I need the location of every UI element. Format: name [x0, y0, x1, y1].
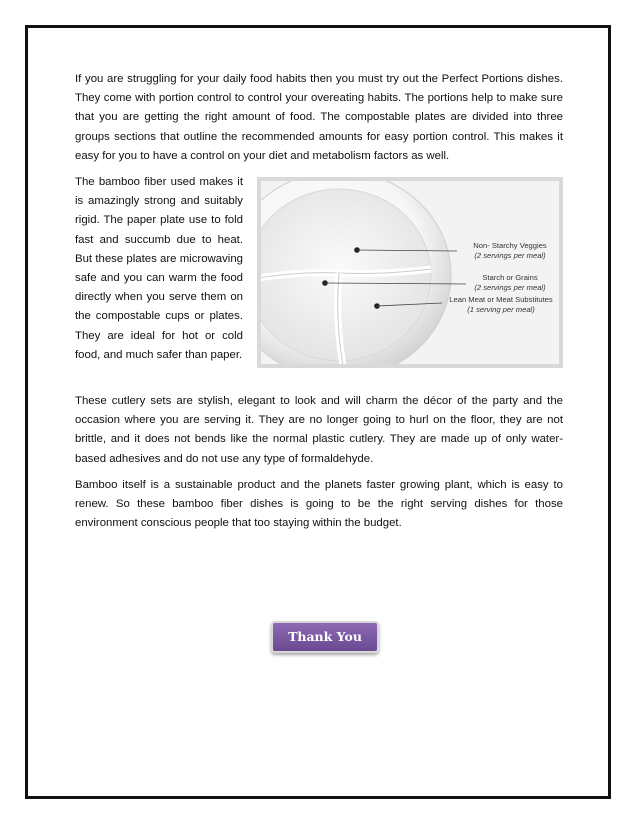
- meat-servings-label: (1 serving per meal): [467, 305, 535, 315]
- sustainable-paragraph: Bamboo itself is a sustainable product and the planets faster growing plant, which is easy to renew. So these bamboo fiber dishes is going to be the right serving dishes for those environment conscious people that too staying within the budget.: [75, 478, 563, 530]
- cutlery-paragraph: These cutlery sets are stylish, elegant to look and will charm the décor of the party and the occasion where you are serving it. They are no longer going to hurl on the floor, they are not brittle, and it does not bends like the normal plastic cutlery. They are made up of only water-based adhesives and do not use any type of formaldehyde.: [75, 395, 563, 465]
- document-body: [75, 70, 563, 540]
- thank-you-button[interactable]: Thank You: [271, 621, 379, 653]
- bamboo-section: [75, 173, 563, 386]
- starch-label: Starch or Grains: [482, 273, 538, 283]
- meat-label: Lean Meat or Meat Substitutes: [449, 295, 553, 305]
- thank-you-banner: [271, 621, 381, 657]
- starch-servings-label: (2 servings per meal): [474, 283, 546, 293]
- portion-plate-image: [257, 177, 563, 368]
- bamboo-paragraph: The bamboo fiber used makes it is amazingly strong and suitably rigid. The paper plate use to fold fast and succumb due to heat. But these plates are microwaving safe and you can warm the food directly when you serve them on the compostable cups or plates. They are ideal for hot or cold food, and much safer than paper.: [75, 176, 243, 361]
- veggies-servings-label: (2 servings per meal): [474, 251, 546, 261]
- plate-illustration: [261, 181, 559, 364]
- intro-paragraph: If you are struggling for your daily food habits then you must try out the Perfect Portions dishes. They come with portion control to control your overeating habits. The portions help to make sure that you are getting the right amount of food. The compostable plates are divided into three groups sections that outline the recommended amounts for easy portion control. This makes it easy for you to have a control on your diet and metabolism factors as well.: [75, 73, 563, 162]
- veggies-label: Non- Starchy Veggies: [473, 241, 547, 251]
